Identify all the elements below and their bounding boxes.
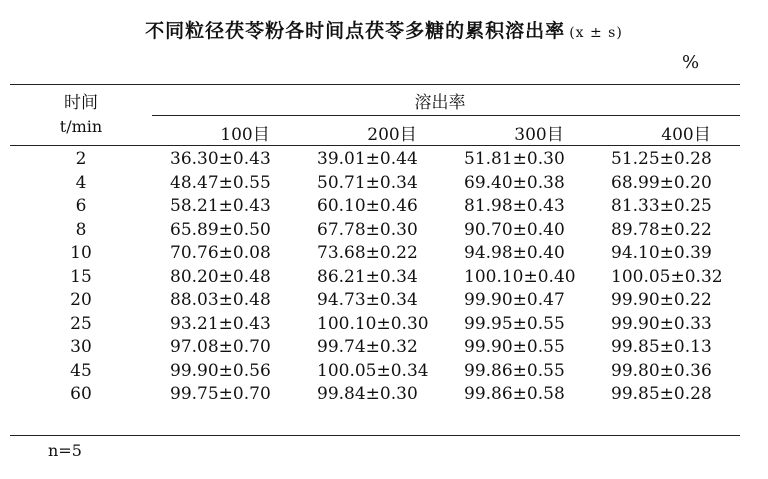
table-row [10,383,740,407]
value-cell: 51.25±0.28 [611,149,712,169]
value-cell: 99.90±0.55 [464,337,565,357]
value-cell: 90.70±0.40 [464,219,565,240]
value-cell: 99.80±0.36 [611,360,712,381]
time-cell: 2 [75,149,87,169]
value-cell: 36.30±0.43 [170,149,271,169]
time-cell: 45 [70,360,92,381]
value-cell: 48.47±0.55 [170,172,271,193]
value-cell: 88.03±0.48 [170,290,271,310]
header-col-200: 200目 [367,125,417,145]
group-rule [152,115,740,116]
value-cell: 86.21±0.34 [317,266,418,287]
table-row [10,266,740,290]
time-cell: 6 [75,196,87,216]
value-cell: 80.20±0.48 [170,266,271,287]
value-cell: 99.90±0.47 [464,290,565,310]
sample-size-note: n=5 [48,441,82,460]
value-cell: 68.99±0.20 [611,172,712,193]
value-cell: 99.85±0.28 [611,384,712,404]
value-cell: 89.78±0.22 [611,219,712,240]
value-cell: 60.10±0.46 [317,196,418,216]
time-cell: 8 [75,219,87,240]
table-body [10,148,740,407]
table-row [10,172,740,196]
table-row [10,360,740,384]
value-cell: 99.74±0.32 [317,337,418,357]
header-time: 时间 [64,93,98,113]
value-cell: 94.73±0.34 [317,290,418,310]
table-row [10,148,740,172]
header-col-300: 300目 [514,125,564,145]
value-cell: 99.86±0.55 [464,360,565,381]
value-cell: 73.68±0.22 [317,243,418,263]
value-cell: 99.95±0.55 [464,313,565,334]
table-title [0,16,768,43]
header-time-unit: t/min [59,117,103,136]
value-cell: 81.33±0.25 [611,196,712,216]
top-rule [10,84,740,85]
value-cell: 99.75±0.70 [170,384,271,404]
value-cell: 99.90±0.33 [611,313,712,334]
title-stat: (x ± s) [569,25,623,41]
value-cell: 93.21±0.43 [170,313,271,334]
table-row [10,313,740,337]
time-cell: 25 [70,313,92,334]
value-cell: 97.08±0.70 [170,337,271,357]
value-cell: 67.78±0.30 [317,219,418,240]
value-cell: 51.81±0.30 [464,149,565,169]
value-cell: 94.10±0.39 [611,243,712,263]
time-cell: 15 [70,266,92,287]
table-row [10,336,740,360]
time-cell: 60 [70,384,92,404]
value-cell: 50.71±0.34 [317,172,418,193]
table-row [10,289,740,313]
value-cell: 69.40±0.38 [464,172,565,193]
value-cell: 70.76±0.08 [170,243,271,263]
time-cell: 30 [70,337,92,357]
value-cell: 39.01±0.44 [317,149,418,169]
table-row [10,219,740,243]
value-cell: 99.90±0.56 [170,360,271,381]
value-cell: 81.98±0.43 [464,196,565,216]
value-cell: 99.86±0.58 [464,384,565,404]
value-cell: 100.05±0.32 [611,266,723,287]
unit-label: % [682,52,700,73]
title-text: 不同粒径茯苓粉各时间点茯苓多糖的累积溶出率 [145,20,566,42]
header-rule [10,145,740,146]
header-dissolution-rate: 溶出率 [414,93,466,113]
table-row [10,242,740,266]
value-cell: 99.85±0.13 [611,337,712,357]
value-cell: 58.21±0.43 [170,196,271,216]
value-cell: 100.05±0.34 [317,360,429,381]
time-cell: 10 [70,243,92,263]
value-cell: 99.90±0.22 [611,290,712,310]
header-col-400: 400目 [661,125,711,145]
table-row [10,195,740,219]
time-cell: 20 [70,290,92,310]
value-cell: 65.89±0.50 [170,219,271,240]
bottom-rule [10,435,740,436]
value-cell: 100.10±0.40 [464,266,576,287]
value-cell: 100.10±0.30 [317,313,429,334]
time-cell: 4 [75,172,87,193]
header-col-100: 100目 [220,125,270,145]
value-cell: 94.98±0.40 [464,243,565,263]
value-cell: 99.84±0.30 [317,384,418,404]
